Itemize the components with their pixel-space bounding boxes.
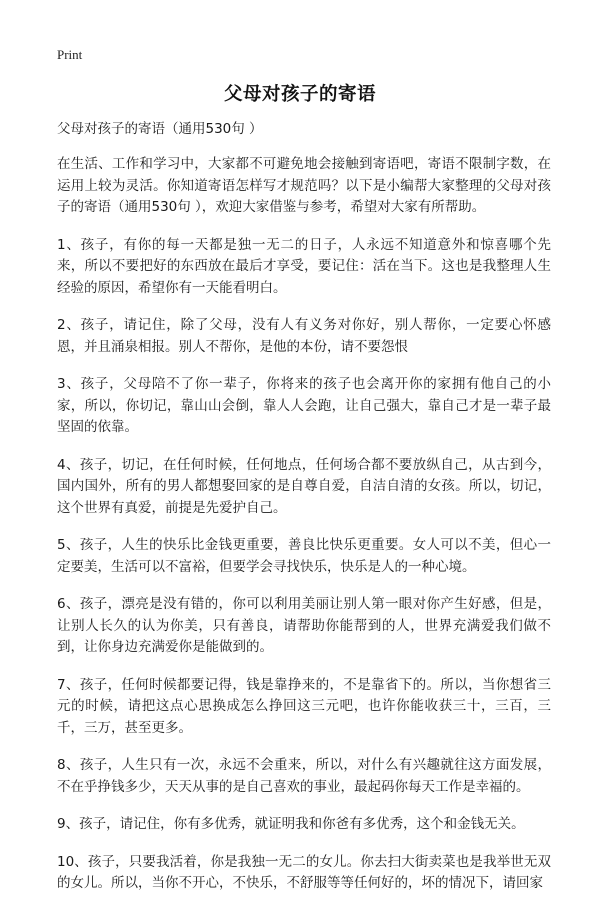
article-subtitle: 父母对孩子的寄语（通用530句 ） [57,121,263,137]
paragraph-7: 7、孩子，任何时候都要记得，钱是靠挣来的，不是靠省下的。所以，当你想省三元的时候，请把这点心思换成怎么挣回这三元吧，也许你能收获三十，三百，三千，三万，甚至更多。 [57,676,551,736]
paragraph-4: 4、孩子，切记，在任何时候，任何地点，任何场合都不要放纵自己，从古到今，国内国外，所有的男人都想娶回家的是自尊自爱，自洁自清的女孩。所以，切记，这个世界有真爱，前提是先爱护自己。 [57,456,551,516]
paragraph-10: 10、孩子，只要我活着，你是我独一无二的女儿。你去扫大街卖菜也是我举世无双的女儿。所以，当你不开心，不快乐，不舒服等等任何好的，坏的情况下，请回家 [57,853,551,891]
paragraph-1: 1、孩子，有你的每一天都是独一无二的日子，人永远不知道意外和惊喜哪个先来，所以不要把好的东西放在最后才享受，要记住：活在当下。这也是我整理人生经验的原因，希望你有一天能看明白。 [57,236,551,296]
paragraph-2: 2、孩子，请记住，除了父母，没有人有义务对你好，别人帮你，一定要心怀感恩，并且涌泉相报。别人不帮你，是他的本份，请不要怨恨 [57,317,551,355]
paragraph-3: 3、孩子，父母陪不了你一辈子，你将来的孩子也会离开你的家拥有他自己的小家，所以，你切记，靠山山会倒，靠人人会跑，让自己强大，靠自己才是一辈子最坚固的依靠。 [57,376,551,435]
paragraph-5: 5、孩子，人生的快乐比金钱更重要，善良比快乐更重要。女人可以不美，但心一定要美，生活可以不富裕，但要学会寻找快乐，快乐是人的一种心境。 [57,537,551,575]
page-title: 父母对孩子的寄语 [223,84,376,105]
intro-paragraph: 在生活、工作和学习中，大家都不可避免地会接触到寄语吧，寄语不限制字数，在运用上较为灵活。你知道寄语怎样写才规范吗？以下是小编帮大家整理的父母对孩子的寄语（通用530句 ），欢迎大家借鉴与参考，希望对大家有所帮助。 [57,156,551,215]
paragraph-8: 8、孩子，人生只有一次，永远不会重来，所以，对什么有兴趣就往这方面发展，不在乎挣钱多少，天天从事的是自己喜欢的事业，最起码你每天工作是幸福的。 [57,757,551,795]
paragraph-9: 9、孩子，请记住，你有多优秀，就证明我和你爸有多优秀，这个和金钱无关。 [57,816,525,832]
print-link[interactable]: Print [57,47,83,62]
article-body [57,118,551,911]
paragraph-6: 6、孩子，漂亮是没有错的，你可以利用美丽让别人第一眼对你产生好感，但是，让别人长久的认为你美，只有善良，请帮助你能帮到的人，世界充满爱我们做不到，让你身边充满爱你是能做到的。 [57,596,551,655]
